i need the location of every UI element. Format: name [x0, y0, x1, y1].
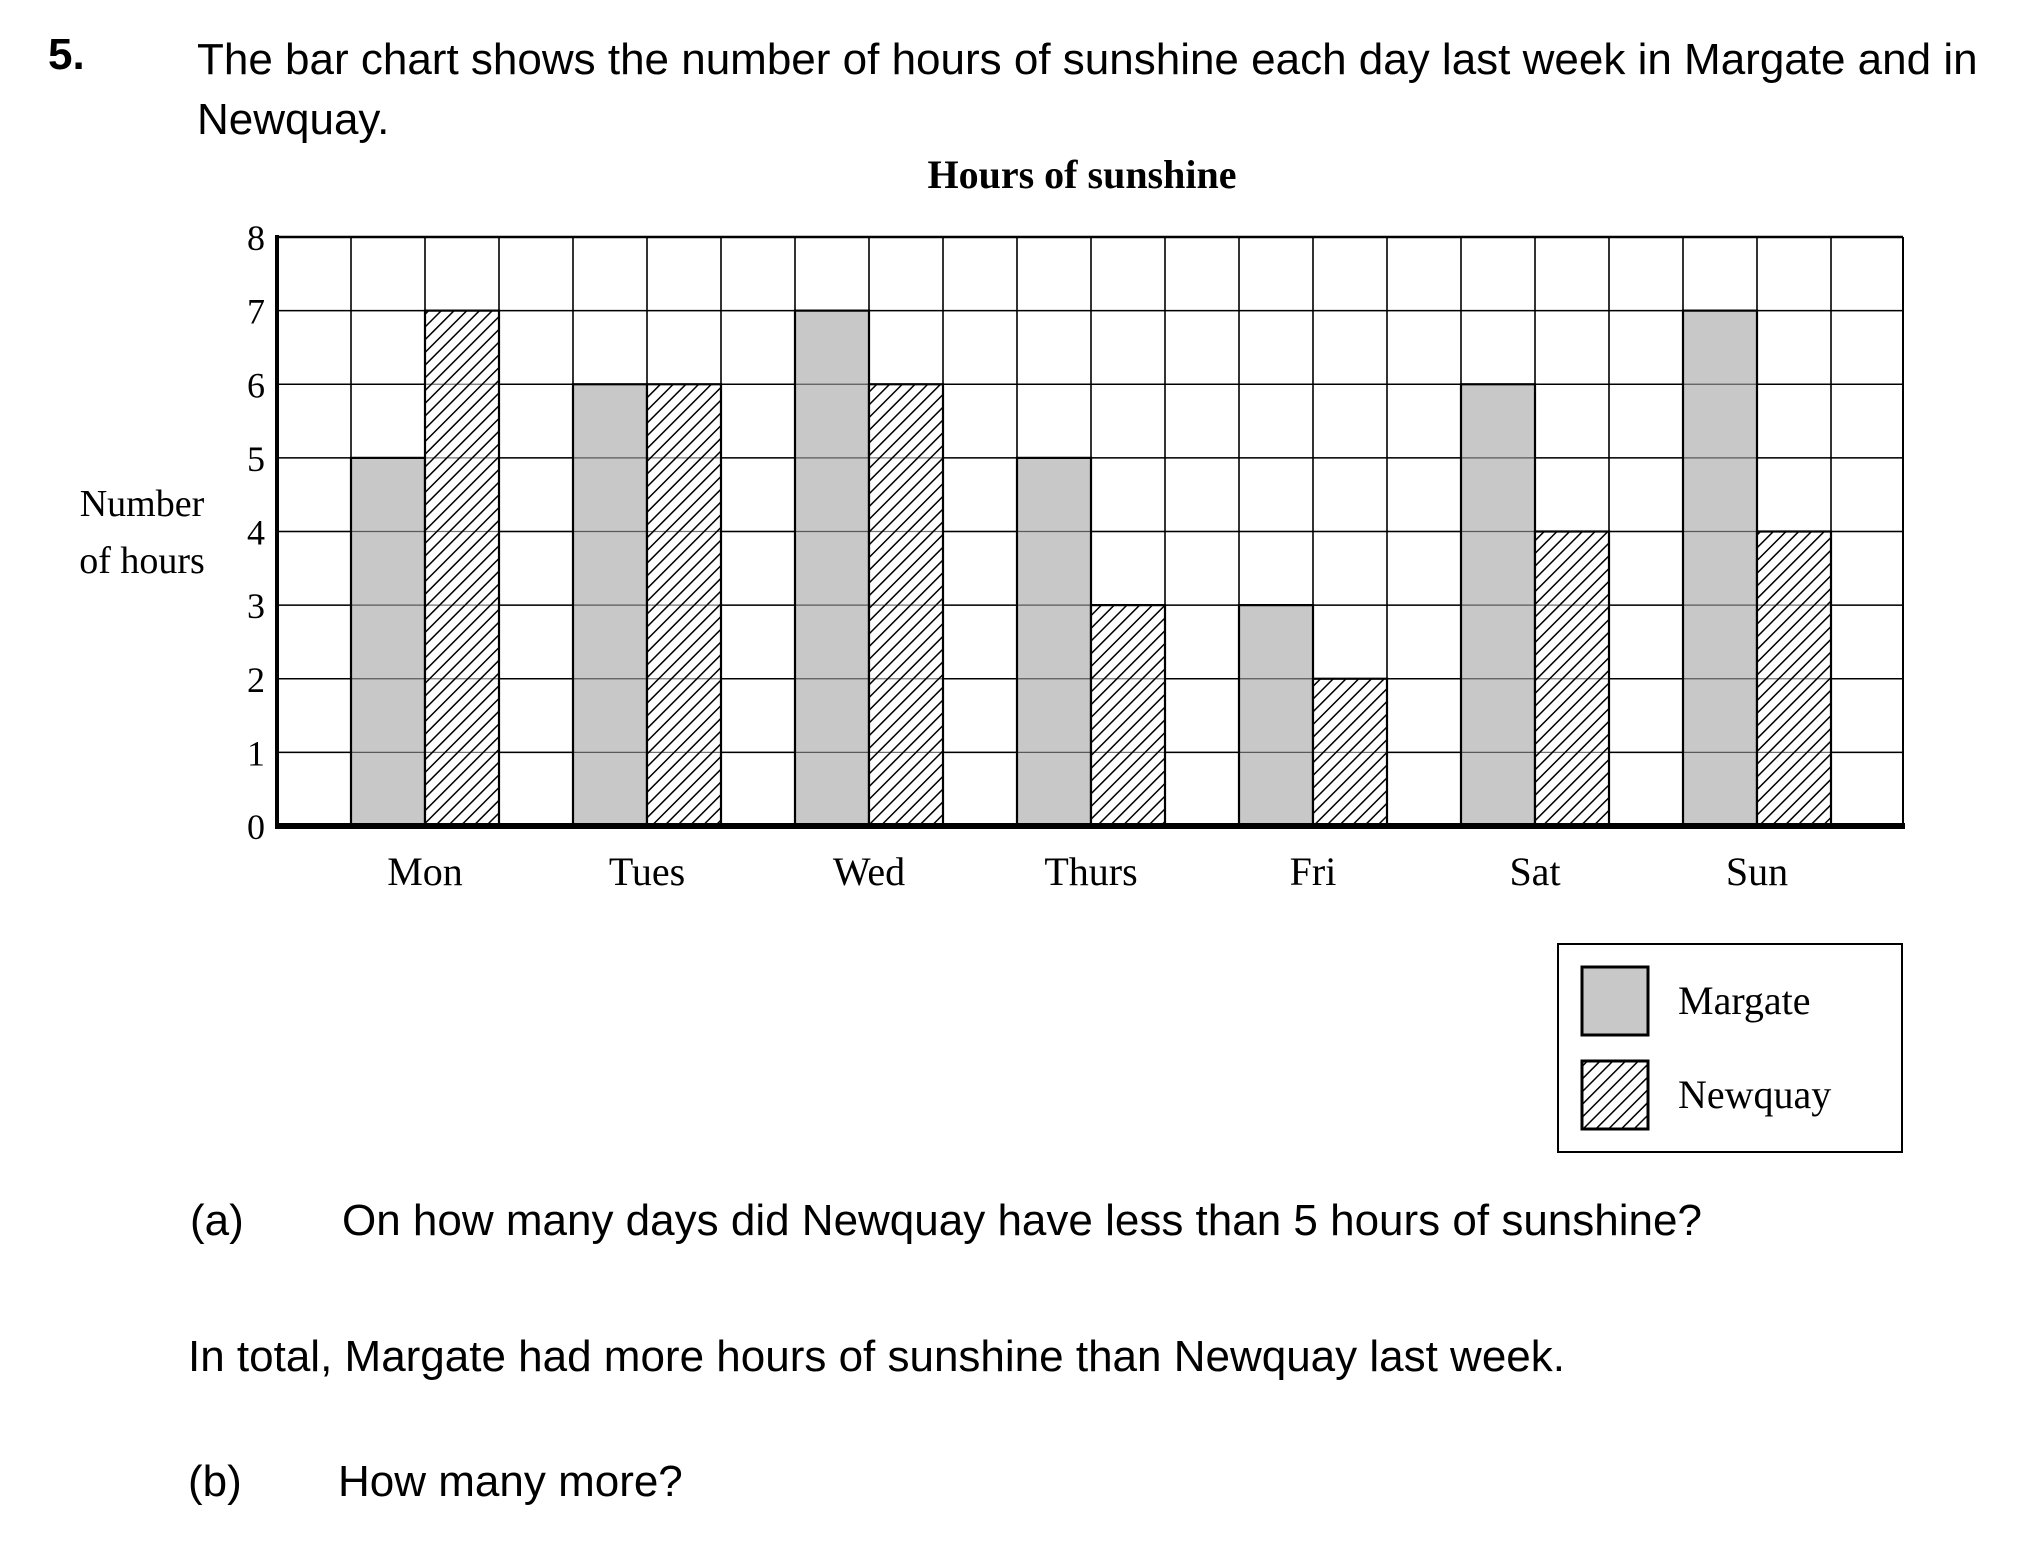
x-tick-label: Thurs — [1044, 849, 1138, 894]
y-tick-label: 5 — [247, 438, 265, 479]
bar-margate-fri — [1239, 605, 1313, 826]
part-b-question: How many more? — [338, 1457, 683, 1506]
part-b-label: (b) — [188, 1457, 242, 1506]
y-tick-labels — [247, 218, 265, 847]
x-tick-label: Tues — [608, 849, 686, 894]
part-a-label: (a) — [190, 1196, 244, 1245]
y-tick-label: 8 — [247, 218, 265, 258]
x-tick-label: Sat — [1509, 849, 1561, 894]
y-tick-label: 0 — [247, 807, 265, 847]
legend-swatch-margate — [1582, 967, 1648, 1035]
x-tick-label: Mon — [387, 849, 463, 894]
chart-legend — [1558, 944, 1902, 1152]
y-tick-label: 4 — [247, 512, 265, 553]
question-number: 5. — [48, 30, 85, 79]
bar-margate-mon — [351, 458, 425, 826]
bar-newquay-thurs — [1091, 605, 1165, 826]
legend-label-newquay: Newquay — [1678, 1072, 1832, 1117]
x-tick-label: Wed — [832, 849, 906, 894]
y-tick-label: 3 — [247, 586, 265, 627]
y-tick-label: 2 — [247, 659, 265, 700]
y-axis-label: Number of hours — [79, 483, 205, 582]
x-tick-labels — [387, 849, 1788, 894]
question-intro: The bar chart shows the number of hours of sunshine each day last week in Margate and in Newquay. — [197, 35, 1978, 144]
y-tick-label: 1 — [247, 733, 265, 774]
bar-newquay-mon — [425, 311, 499, 826]
bar-margate-thurs — [1017, 458, 1091, 826]
bar-margate-sun — [1683, 311, 1757, 826]
x-tick-label: Fri — [1289, 849, 1337, 894]
chart-title: Hours of sunshine — [927, 152, 1237, 197]
bar-margate-wed — [795, 311, 869, 826]
y-tick-label: 6 — [247, 365, 265, 406]
part-a-question: On how many days did Newquay have less than 5 hours of sunshine? — [342, 1196, 1702, 1245]
statement-text: In total, Margate had more hours of sunshine than Newquay last week. — [188, 1332, 1565, 1381]
chart-bars — [277, 311, 1903, 826]
x-tick-label: Sun — [1725, 849, 1789, 894]
y-tick-label: 7 — [247, 291, 265, 332]
legend-label-margate: Margate — [1678, 978, 1811, 1023]
legend-swatch-newquay — [1582, 1061, 1648, 1129]
